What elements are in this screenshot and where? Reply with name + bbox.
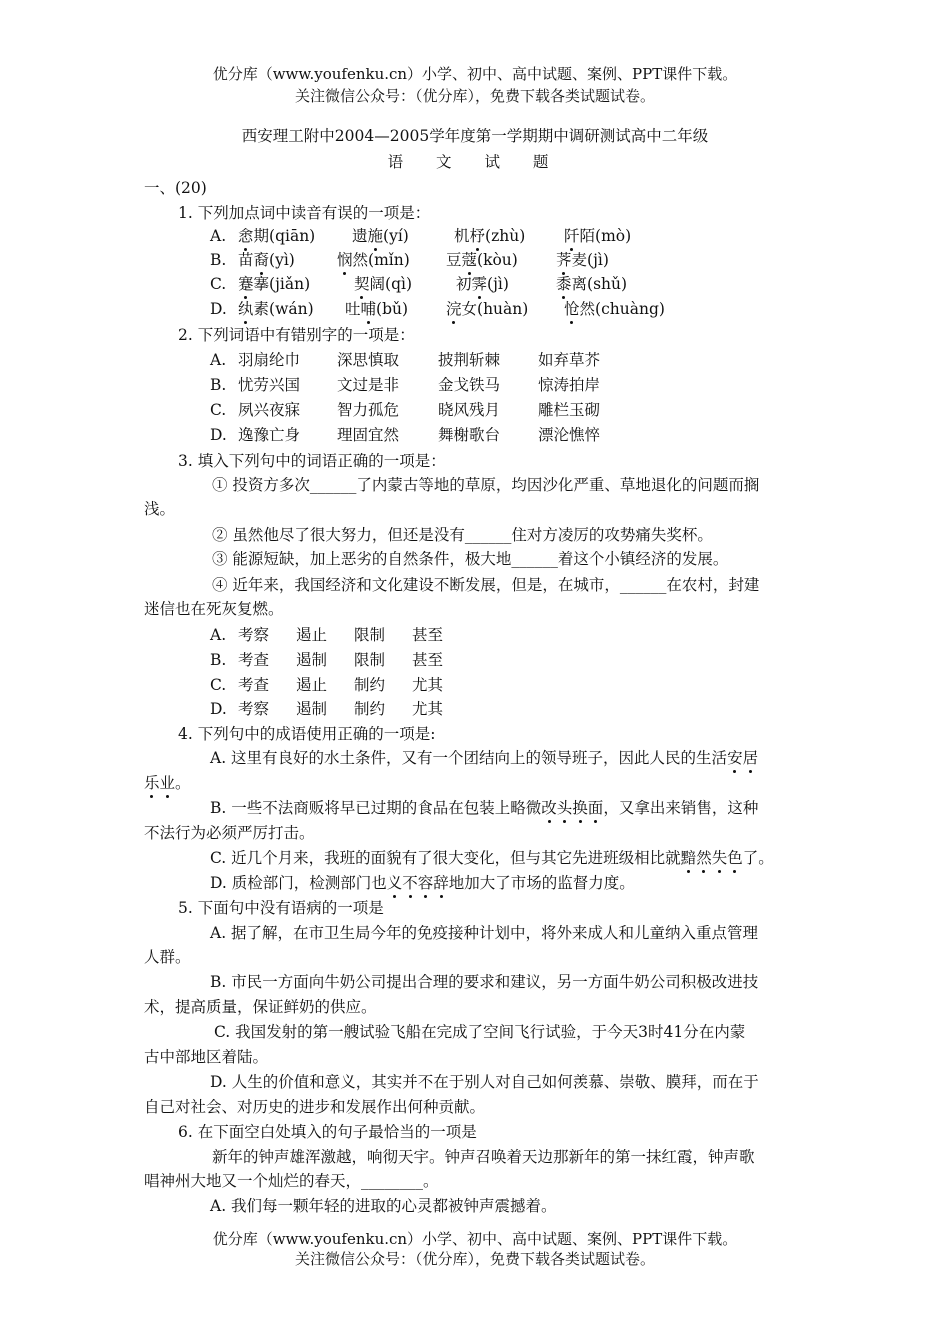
dotted-char: 悯 bbox=[337, 251, 353, 269]
dotted-char: 阡 bbox=[564, 227, 580, 245]
exam-subtitle: 语 文 试 题 bbox=[387, 153, 563, 171]
dotted-char: 然 bbox=[696, 849, 712, 867]
dotted-char: 换 bbox=[572, 799, 588, 817]
dotted-char: 哺 bbox=[360, 300, 377, 318]
q3-sentence-1: ① 投资方多次______了内蒙古等地的草原，均因沙化严重、草地退化的问题而搁 bbox=[212, 476, 760, 494]
option-label: A. bbox=[210, 351, 227, 369]
option-label: D. bbox=[210, 300, 227, 318]
pinyin-item: 悆期(qiān) bbox=[238, 227, 316, 245]
option-label: A. bbox=[210, 626, 227, 644]
word-item: 制约 bbox=[354, 676, 386, 694]
word-item: 考查 bbox=[238, 676, 270, 694]
word-item: 深思慎取 bbox=[337, 351, 400, 369]
word-item: 智力孤危 bbox=[337, 401, 400, 419]
word-item: 限制 bbox=[354, 626, 386, 644]
word-item: 夙兴夜寐 bbox=[238, 401, 301, 419]
word-item: 甚至 bbox=[412, 626, 444, 644]
dotted-char: 蔻 bbox=[461, 251, 478, 269]
word-item: 考查 bbox=[238, 651, 270, 669]
q3-sentence-2: ② 虽然他尽了很大努力，但还是没有______住对方凌厉的攻势痛失奖杯。 bbox=[212, 526, 713, 544]
word-item: 遏制 bbox=[296, 651, 328, 669]
dotted-char: 施 bbox=[367, 227, 384, 245]
q6-passage: 新年的钟声雄浑激越，响彻天宇。钟声召唤着天边那新年的第一抹红霞，钟声歌 bbox=[212, 1148, 755, 1166]
option-label: C. bbox=[210, 275, 227, 293]
q1-stem: 1. 下列加点词中读音有误的一项是： bbox=[178, 204, 431, 222]
word-item: 惊涛拍岸 bbox=[538, 376, 601, 394]
option-label: D. bbox=[210, 700, 227, 718]
dotted-char: 改 bbox=[541, 799, 557, 817]
q5-option-b: B. 市民一方面向牛奶公司提出合理的要求和建议，另一方面牛奶公司积极改进技 bbox=[210, 973, 759, 991]
footer-line-1: 优分库（www.youfenku.cn）小学、初中、高中试题、案例、PPT课件下载。 bbox=[212, 1230, 738, 1248]
dotted-char: 容 bbox=[417, 874, 434, 892]
word-item: 限制 bbox=[354, 651, 386, 669]
pinyin-item: 阡陌(mò) bbox=[564, 227, 632, 245]
option-label: A. bbox=[210, 227, 227, 245]
word-item: 羽扇纶巾 bbox=[238, 351, 301, 369]
q4-option-d: D. 质检部门，检测部门也义不容辞地加大了市场的监督力度。 bbox=[210, 874, 635, 892]
pinyin-item: 浣女(huàn) bbox=[446, 300, 529, 318]
pinyin-item: 荠麦(jì) bbox=[556, 251, 609, 269]
pinyin-item: 蹇搴(jiǎn) bbox=[238, 275, 311, 293]
q6-stem: 6. 在下面空白处填入的句子最恰当的一项是 bbox=[178, 1123, 477, 1141]
q3-sentence-3: ③ 能源短缺，加上恶劣的自然条件，极大地______着这个小镇经济的发展。 bbox=[212, 550, 729, 568]
word-item: 晓风残月 bbox=[438, 401, 501, 419]
pinyin-item: 悯然(mǐn) bbox=[337, 251, 410, 269]
q5-option-c-cont: 古中部地区着陆。 bbox=[144, 1048, 269, 1066]
word-item: 遏止 bbox=[296, 626, 328, 644]
dotted-char: 乐 bbox=[144, 774, 160, 792]
q5-option-a: A. 据了解，在市卫生局今年的免疫接种计划中，将外来成人和儿童纳入重点管理 bbox=[210, 924, 759, 942]
section-heading: 一、(20) bbox=[144, 179, 207, 197]
word-item: 披荆斩棘 bbox=[438, 351, 501, 369]
q4-option-b: B. 一些不法商贩将早已过期的食品在包装上略微改头换面，又拿出来销售，这种 bbox=[210, 799, 759, 817]
word-item: 遏止 bbox=[296, 676, 328, 694]
dotted-char: 浣 bbox=[446, 300, 462, 318]
dotted-char: 安 bbox=[727, 749, 743, 767]
q4-option-b-cont: 不法行为必须严厉打击。 bbox=[144, 824, 315, 842]
dotted-char: 纨 bbox=[238, 300, 254, 318]
dotted-char: 荠 bbox=[556, 251, 572, 269]
dotted-char: 蹇 bbox=[238, 275, 254, 293]
dotted-char: 义 bbox=[386, 874, 403, 892]
dotted-char: 怆 bbox=[564, 300, 580, 318]
q4-option-a: A. 这里有良好的水土条件，又有一个团结向上的领导班子，因此人民的生活安居 bbox=[210, 749, 759, 767]
pinyin-item: 黍离(shǔ) bbox=[556, 275, 628, 293]
q5-option-c: C. 我国发射的第一艘试验飞船在完成了空间飞行试验，于今天3时41分在内蒙 bbox=[214, 1023, 746, 1041]
q5-stem: 5. 下面句中没有语病的一项是 bbox=[178, 899, 384, 917]
word-item: 文过是非 bbox=[337, 376, 400, 394]
option-label: D. bbox=[210, 426, 227, 444]
q3-sentence-4: ④ 近年来，我国经济和文化建设不断发展，但是，在城市，______在农村，封建 bbox=[212, 576, 760, 594]
q3-stem: 3. 填入下列句中的词语正确的一项是： bbox=[178, 452, 446, 470]
dotted-char: 霁 bbox=[471, 275, 488, 293]
dotted-char: 黯 bbox=[680, 849, 697, 867]
pinyin-item: 契阔(qì) bbox=[354, 275, 413, 293]
dotted-char: 悆 bbox=[238, 227, 254, 245]
dotted-char: 契 bbox=[354, 275, 370, 293]
header-line-1: 优分库（www.youfenku.cn）小学、初中、高中试题、案例、PPT课件下载。 bbox=[212, 65, 738, 83]
dotted-char: 失 bbox=[711, 849, 728, 867]
word-item: 尤其 bbox=[412, 676, 444, 694]
pinyin-item: 吐哺(bǔ) bbox=[345, 300, 409, 318]
dotted-char: 居 bbox=[742, 749, 759, 767]
q6-passage-cont: 唱神州大地又一个灿烂的春天，________。 bbox=[144, 1172, 439, 1190]
q5-option-a-cont: 人群。 bbox=[144, 948, 191, 966]
word-item: 如弃草芥 bbox=[538, 351, 601, 369]
dotted-char: 裔 bbox=[253, 251, 270, 269]
option-label: C. bbox=[210, 401, 227, 419]
word-item: 理固宜然 bbox=[337, 426, 400, 444]
word-item: 尤其 bbox=[412, 700, 444, 718]
dotted-char: 杼 bbox=[469, 227, 486, 245]
q3-sentence-4-cont: 迷信也在死灰复燃。 bbox=[144, 600, 284, 618]
q4-option-a-cont: 乐业。 bbox=[144, 774, 191, 792]
word-item: 漂沦憔悴 bbox=[538, 426, 601, 444]
word-item: 舞榭歌台 bbox=[438, 426, 501, 444]
q3-sentence-1-cont: 浅。 bbox=[144, 500, 176, 518]
word-item: 逸豫亡身 bbox=[238, 426, 301, 444]
word-item: 遏制 bbox=[296, 700, 328, 718]
pinyin-item: 纨素(wán) bbox=[238, 300, 314, 318]
dotted-char: 面 bbox=[587, 799, 604, 817]
dotted-char: 黍 bbox=[556, 275, 572, 293]
word-item: 雕栏玉砌 bbox=[538, 401, 601, 419]
option-label: B. bbox=[210, 651, 227, 669]
q6-option-a: A. 我们每一颗年轻的进取的心灵都被钟声震撼着。 bbox=[210, 1197, 557, 1215]
dotted-char: 色 bbox=[727, 849, 743, 867]
word-item: 甚至 bbox=[412, 651, 444, 669]
dotted-char: 业 bbox=[159, 774, 176, 792]
footer-line-2: 关注微信公众号：（优分库），免费下载各类试题试卷。 bbox=[294, 1250, 655, 1268]
word-item: 忧劳兴国 bbox=[238, 376, 301, 394]
option-label: C. bbox=[210, 676, 227, 694]
pinyin-item: 机杼(zhù) bbox=[454, 227, 526, 245]
dotted-char: 不 bbox=[402, 874, 418, 892]
word-item: 考察 bbox=[238, 700, 270, 718]
q2-stem: 2. 下列词语中有错别字的一项是： bbox=[178, 326, 415, 344]
q5-option-b-cont: 术，提高质量，保证鲜奶的供应。 bbox=[144, 998, 377, 1016]
exam-title: 西安理工附中2004—2005学年度第一学期期中调研测试高中二年级 bbox=[241, 127, 709, 145]
word-item: 制约 bbox=[354, 700, 386, 718]
option-label: B. bbox=[210, 251, 227, 269]
pinyin-item: 苗裔(yì) bbox=[238, 251, 295, 269]
dotted-char: 辞 bbox=[433, 874, 449, 892]
dotted-char: 头 bbox=[556, 799, 573, 817]
option-label: B. bbox=[210, 376, 227, 394]
word-item: 考察 bbox=[238, 626, 270, 644]
pinyin-item: 初霁(jì) bbox=[456, 275, 509, 293]
word-item: 金戈铁马 bbox=[438, 376, 501, 394]
pinyin-item: 遗施(yí) bbox=[352, 227, 409, 245]
header-line-2: 关注微信公众号：（优分库），免费下载各类试题试卷。 bbox=[294, 87, 655, 105]
q5-option-d: D. 人生的价值和意义，其实并不在于别人对自己如何羡慕、崇敬、膜拜，而在于 bbox=[210, 1073, 759, 1091]
q4-option-c: C. 近几个月来，我班的面貌有了很大变化，但与其它先进班级相比就黯然失色了。 bbox=[210, 849, 774, 867]
pinyin-item: 怆然(chuàng) bbox=[564, 300, 665, 318]
q4-stem: 4. 下列句中的成语使用正确的一项是: bbox=[178, 725, 436, 743]
pinyin-item: 豆蔻(kòu) bbox=[446, 251, 518, 269]
q5-option-d-cont: 自己对社会、对历史的进步和发展作出何种贡献。 bbox=[144, 1098, 486, 1116]
